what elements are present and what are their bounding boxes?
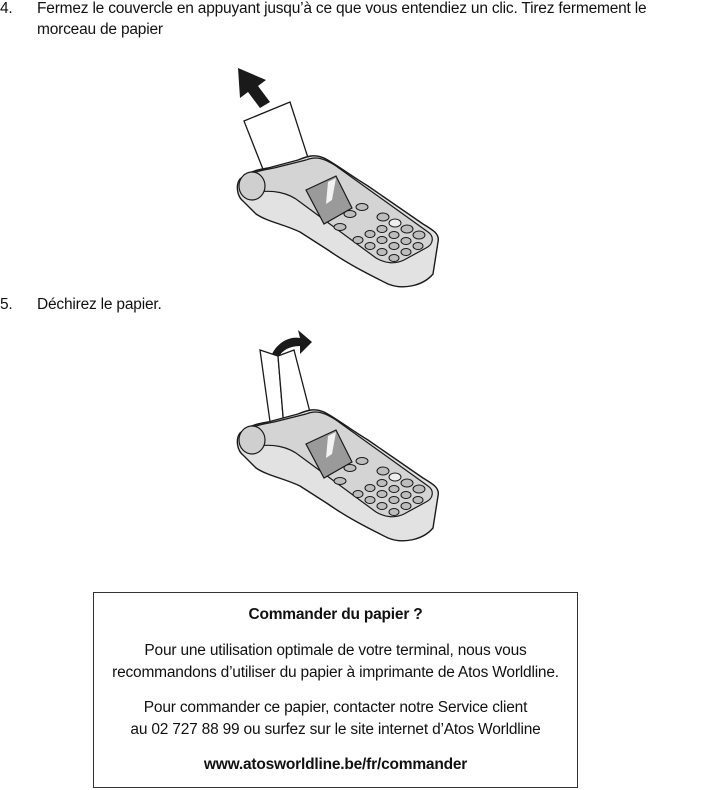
terminal-illustration-pull-paper xyxy=(228,64,444,294)
step-number: 4. xyxy=(0,0,13,17)
paper-roll-housing xyxy=(239,172,265,200)
paragraph-line: Pour une utilisation optimale de votre terminal, nous vous xyxy=(144,642,527,659)
step-text: Fermez le couvercle en appuyant jusqu’à ce que vous entendiez un clic. Tirez fermement le morceau de papier xyxy=(37,0,647,38)
paragraph-line: au 02 727 88 99 ou surfez sur le site internet d’Atos Worldline xyxy=(130,721,541,738)
paper-roll-housing xyxy=(239,426,265,454)
arrow-pull-icon xyxy=(238,68,270,108)
paragraph-line: Pour commander ce papier, contacter notre Service client xyxy=(143,699,528,716)
order-website-link[interactable]: www.atosworldline.be/fr/commander xyxy=(203,756,468,773)
step-text: Déchirez le papier. xyxy=(37,296,162,313)
info-box-title: Commander du papier ? xyxy=(248,606,423,623)
paragraph-line: recommandons d’utiliser du papier à imprimante de Atos Worldline. xyxy=(112,664,559,681)
info-paragraph-contact xyxy=(94,697,577,741)
info-paragraph-recommendation xyxy=(94,640,577,684)
order-paper-info-box xyxy=(93,592,578,788)
terminal-illustration-tear-paper xyxy=(228,326,444,548)
step-number: 5. xyxy=(0,296,13,313)
